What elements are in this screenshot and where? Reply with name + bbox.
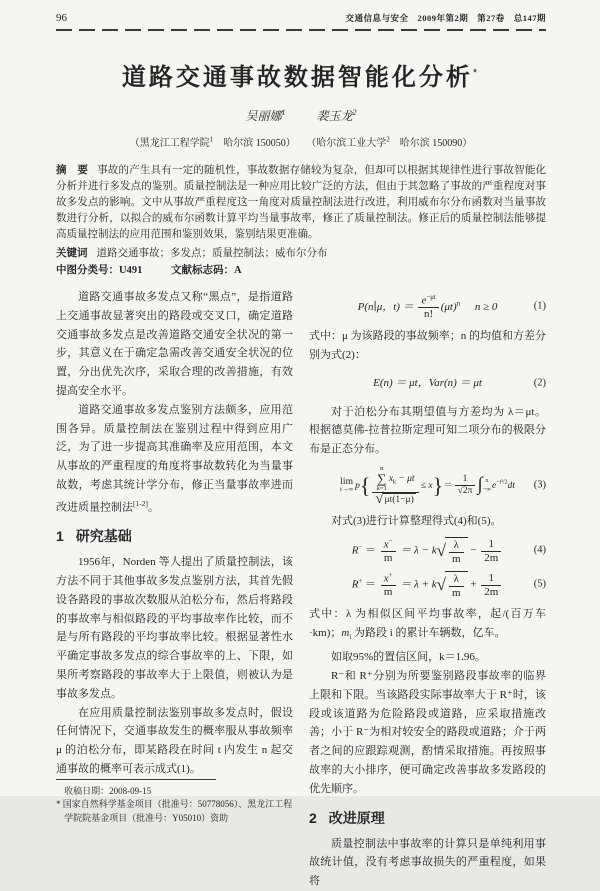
- fraction-denominator: 2m: [484, 585, 499, 598]
- equation-number: (3): [533, 479, 546, 491]
- document-code: A: [233, 265, 242, 276]
- equation-3: [309, 465, 546, 506]
- equation-body: [309, 465, 546, 506]
- keywords-text: 道路交通事故；多发点；质量控制法；威布尔分布: [96, 248, 328, 259]
- limit-operator: [340, 478, 353, 494]
- section-heading-2: [309, 808, 546, 828]
- fraction-numerator: [381, 572, 396, 586]
- received-date: 收稿日期：2008-09-15: [64, 785, 152, 796]
- math-token: P(n∣μ，t) ＝: [357, 301, 414, 313]
- body-paragraph: 道路交通事故多发点又称“黑点”，是指道路上交通事故显著突出的路段或交叉口，确定道路交通事故多发点是改善道路交通安全状况的第一步，其意义在于确定急需改善交通安全状况的位置，分出优先次序，采取合理的改善措施，有效提高安全水平。: [56, 291, 293, 397]
- math-superscript: −μt: [426, 294, 436, 301]
- title-text: 道路交通事故数据智能化分析: [121, 64, 473, 91]
- fraction-denominator: 2m: [484, 551, 499, 564]
- fraction-numerator: λ: [449, 573, 464, 587]
- math-token: ＝: [365, 578, 377, 591]
- math-token: x: [388, 473, 394, 484]
- classification-line: [56, 263, 546, 279]
- sum-glyph: ∑: [377, 471, 387, 487]
- math-token: ＝: [443, 480, 453, 491]
- affiliation-org: （哈尔滨工业大学: [306, 138, 387, 149]
- fraction-denominator: √2π: [457, 486, 473, 497]
- page-number: 96: [56, 12, 67, 24]
- equation-number: (5): [533, 578, 546, 590]
- fraction-denominator: n!: [424, 308, 434, 321]
- abstract-text: 事故的产生具有一定的随机性，事故数据存储较为复杂，但却可以根据其规律性进行事故智能化分析并进行多发点的鉴别。质量控制法是一种应用比较广泛的方法，但由于其忽略了事故的严重程度对事故多发点的影响。文中从事故严重程度这一角度对质量控制法进行改进，利用威布尔分布函数对当量事故数进行分析，以拟合的威布尔函数计算平均当量事故率，修正了质量控制法。修正后的质量控制法能够提高质量控制法的应用范围和鉴别效果，鉴别结果更准确。: [56, 165, 547, 240]
- fraction-denominator: m: [451, 586, 461, 599]
- math-superscript: n: [456, 300, 461, 308]
- summation-symbol: [377, 465, 387, 492]
- equation-body: [309, 294, 546, 321]
- fraction-numerator: [418, 294, 438, 308]
- math-superscript: +: [358, 578, 363, 586]
- journal-info: 交通信息与安全 2009年第2期 第27卷 总147期: [345, 13, 546, 23]
- fraction-numerator: 1: [481, 538, 501, 552]
- equation-number: (1): [533, 301, 546, 313]
- fraction-numerator: λ: [449, 539, 464, 553]
- left-column: [56, 288, 293, 823]
- fraction: [481, 572, 501, 598]
- section-number: 1: [56, 528, 64, 545]
- funding-note: * 国家自然科学基金项目（批准号：50778056）、黑龙江工程学院院基金项目（批准号：Y05010）资助: [56, 799, 293, 823]
- fraction: [381, 572, 396, 599]
- author-name: 裴玉龙: [316, 109, 353, 123]
- math-token: dt: [507, 480, 515, 491]
- radicand: [445, 571, 468, 599]
- body-paragraph: 质量控制法中事故率的计算只是单纯利用事故统计值，没有考虑事故损失的严重程度，如果将: [309, 837, 546, 888]
- math-superscript: −t²/2: [496, 479, 508, 486]
- right-brace: }: [432, 472, 444, 498]
- paragraph-text: 。: [148, 501, 159, 514]
- affiliation-org: （黑龙江工程学院: [129, 138, 210, 149]
- math-token: x: [383, 538, 389, 551]
- body-paragraph: 1956年，Norden 等人提出了质量控制法，该方法不同于其他事故多发点鉴别方法，其首先假设各路段的事故次数服从泊松分布，然后将路段的事故率与相似路段的平均事故率作比较，而不是与所有路段的平均事故率比较。根据显著性水平确定事故多发点的综合事故率的上、下限，如果所考察路段的事故率大于上限值，则被认为是事故多发点。: [56, 556, 293, 700]
- math-token: m: [341, 627, 350, 640]
- integral-limits: [483, 477, 491, 494]
- math-token: ≤ x: [420, 480, 433, 491]
- integral-upper-limit: x: [485, 477, 489, 485]
- paper-title: [56, 57, 546, 92]
- fraction-denominator: [372, 493, 418, 506]
- fraction-numerator: [372, 465, 418, 493]
- fraction: [455, 474, 476, 497]
- keywords-label: 关键词: [56, 247, 88, 259]
- body-paragraph: 对于泊松分布其期望值与方差均为 λ＝μt。根据德莫佛-拉普拉斯定理可知二项分布的极限分布是正态分布。: [309, 405, 546, 456]
- math-superscript: +: [388, 571, 393, 579]
- fraction: [372, 465, 418, 506]
- fraction-denominator: m: [451, 552, 461, 565]
- paragraph-text: 道路交通事故多发点鉴别方法颇多，应用范围各异。质量控制法在鉴别过程中得到应用广泛，为了进一步提高其准确率及应用范围，本文从事故的严重程度的角度将事故数转化为当量事故数，考虑其统计学分布，修正当量事故率进而改进质量控制法: [56, 403, 293, 514]
- author-affiliation-mark: 1: [281, 108, 286, 117]
- math-token: (μt): [440, 301, 457, 313]
- body-paragraph: [309, 605, 546, 648]
- header-divider: [56, 29, 546, 31]
- author-2: [317, 109, 357, 123]
- clc-number-label: 中图分类号：: [56, 265, 119, 276]
- limit-subscript: t→∞: [340, 486, 354, 494]
- left-brace: {: [359, 472, 371, 498]
- fraction: [449, 573, 464, 599]
- affiliation-1: [129, 135, 296, 149]
- math-token: ＝ λ + k: [400, 578, 437, 591]
- affiliations-line: [56, 134, 546, 149]
- equation-condition: n ≥ 0: [474, 301, 498, 313]
- page-header: [56, 12, 546, 24]
- fraction-numerator: 1: [481, 572, 501, 586]
- math-token: − μt: [395, 473, 415, 484]
- fraction-denominator: m: [383, 551, 393, 564]
- radical-symbol: √: [436, 574, 446, 594]
- footnote-rule: [56, 779, 216, 780]
- math-token: x: [383, 572, 389, 585]
- body-paragraph: 在应用质量控制法鉴别事故多发点时，假设任何情况下，交通事故发生的概率服从事故频率 μ 的泊松分布，即某路段在时间 t 内发生 n 起交通事故的概率可表示成式(1)。: [56, 706, 293, 775]
- integral: [477, 474, 492, 496]
- abstract-label: 摘 要: [56, 164, 89, 176]
- equation-number: (4): [533, 544, 546, 556]
- body-paragraph: 如取95%的置信区间，k＝1.96。: [331, 651, 486, 664]
- right-column: [309, 288, 546, 888]
- sum-upper-limit: n: [380, 464, 384, 472]
- affiliation-mark: 2: [386, 135, 390, 144]
- equation-number: (2): [533, 377, 546, 389]
- section-heading-1: [56, 526, 293, 546]
- fraction-numerator: [381, 538, 396, 552]
- math-token: ＝ λ − k: [400, 544, 437, 557]
- fraction: [418, 294, 438, 321]
- section-number: 2: [309, 809, 317, 826]
- document-code-label: 文献标志码：: [170, 265, 234, 276]
- affiliation-mark: 1: [209, 135, 214, 144]
- math-token: e: [421, 294, 427, 307]
- fraction-numerator: 1: [455, 474, 476, 486]
- equation-2: [309, 371, 546, 397]
- square-root: [375, 493, 415, 506]
- author-1: [245, 109, 285, 123]
- math-superscript: −: [388, 537, 393, 545]
- math-token: R: [351, 544, 359, 557]
- body-paragraph: 对式(3)进行计算整理得式(4)和(5)。: [331, 515, 502, 528]
- math-subscript: i: [349, 634, 352, 642]
- author-name: 吴丽娜: [245, 109, 282, 123]
- equation-body: [309, 537, 546, 565]
- abstract-section: [56, 162, 546, 243]
- sum-lower-limit: k=1: [376, 485, 387, 493]
- square-root: [437, 537, 468, 565]
- radical-symbol: √: [375, 491, 384, 508]
- math-token: −: [470, 544, 477, 557]
- integral-symbol: ∫: [477, 474, 483, 496]
- clc-number: U491: [119, 265, 143, 276]
- equation-body: [309, 374, 546, 393]
- paragraph-text: 为路段 i 的累计车辆数，亿车。: [351, 627, 506, 640]
- author-affiliation-mark: 2: [352, 108, 357, 117]
- body-paragraph: 式中：μ 为该路段的事故频率；n 的均值和方差分别为式(2)：: [309, 329, 546, 361]
- paragraph-text: 式中：λ 为相似区间平均事故率，起/(百万车·km)；: [309, 608, 546, 640]
- footnote: [56, 779, 293, 826]
- two-column-body: [56, 288, 546, 888]
- affiliation-2: [306, 135, 473, 149]
- math-subscript: k: [393, 479, 396, 486]
- radical-symbol: √: [436, 540, 446, 560]
- affiliation-city: 哈尔滨 150090）: [389, 138, 473, 149]
- fraction: [449, 539, 464, 565]
- square-root: [437, 571, 468, 599]
- math-token: R: [351, 578, 359, 591]
- citation-mark: [1-2]: [133, 498, 148, 508]
- keywords-line: [56, 245, 546, 262]
- body-paragraph: R⁻和 R⁺分别为所要鉴别路段事故率的临界上限和下限。当该路段实际事故率大于 R⁺时，该段或该道路为危险路段或道路，应采取措施改善；小于 R⁻为相对较安全的路段或道路；介于两者之间的应跟踪观测，酌情采取措施。再按照事故率的大小排序，便可确定改善事故多发路段的优先顺序。: [309, 670, 546, 795]
- section-title: 改进原理: [328, 809, 385, 826]
- title-footnote-mark: *: [472, 67, 481, 79]
- equation-5: [309, 571, 546, 599]
- section-title: 研究基础: [75, 528, 132, 545]
- radicand: [445, 537, 468, 565]
- math-token: p: [355, 480, 360, 491]
- integral-lower-limit: −∞: [482, 485, 491, 493]
- math-token: ＝: [365, 544, 377, 557]
- equation-body: [309, 571, 546, 599]
- authors-line: [56, 107, 546, 124]
- body-paragraph: [56, 401, 293, 517]
- fraction: [381, 538, 396, 565]
- fraction-denominator: m: [383, 586, 393, 599]
- fraction: [481, 538, 501, 564]
- math-token: e: [491, 480, 497, 491]
- math-superscript: −: [358, 543, 363, 551]
- math-token: E(n) ＝ μt，Var(n) ＝ μt: [373, 377, 482, 390]
- affiliation-city: 哈尔滨 150050）: [213, 138, 296, 149]
- math-token: +: [470, 578, 477, 591]
- radicand: μt(1−μ): [384, 495, 414, 506]
- equation-1: [309, 294, 546, 321]
- math-token: lim: [340, 476, 353, 487]
- equation-4: [309, 537, 546, 565]
